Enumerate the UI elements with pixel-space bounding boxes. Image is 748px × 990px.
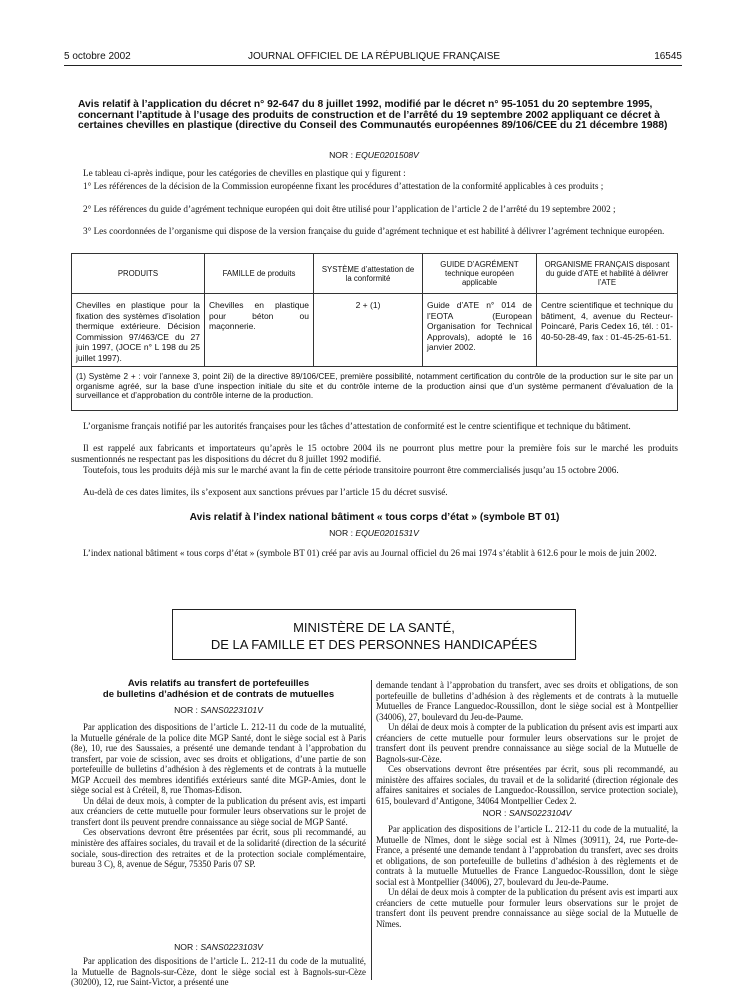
left-para-2: Un délai de deux mois, à compter de la publication du présent avis, est imparti aux créanciers de cette mutuelle pour formuler leurs observations sur le projet de transfert dont ils peuvent prendre connaissance au siège social de MGP Santé. xyxy=(71,795,366,827)
avis1-after-3: Toutefois, tous les produits déjà mis sur le marché avant la fin de cette période transitoire pourront être commercialisés jusqu’au 15 octobre 2006. xyxy=(83,465,619,475)
table-footnote: (1) Système 2 + : voir l’annexe 3, point 2ii) de la directive 89/106/CEE, première possibilité, notamment certification du contrôle de la production sur le site par un organisme agréé, sur la base d’une inspection initiale du site et du contrôle interne de la production ainsi que d’un système permanent d’évaluation de la surveillance et d’approbation du contrôle interne de la production. xyxy=(72,367,678,411)
avis3-nor-3-code: SANS0223104V xyxy=(508,808,572,818)
avis1-after-4: Au-delà de ces dates limites, ils s’exposent aux sanctions prévues par l’article 15 du décret susvisé. xyxy=(83,487,448,497)
right-column xyxy=(376,680,678,807)
avis2-nor-label: NOR : xyxy=(329,528,353,538)
right-para-2: Un délai de deux mois à compter de la publication du présent avis est imparti aux créanciers de cette mutuelle pour formuler leurs observations sur le projet de transfert dont ils peuvent prendre connaissance au siège social de la Mutuelle de Bagnols-sur-Cèze. xyxy=(376,722,678,764)
cell-guide: Guide d’ATE n° 014 de l’EOTA (European Organisation for Technical Approvals), adopté le 16 janvier 2002. xyxy=(423,294,537,367)
col-header-guide: GUIDE D’AGRÉMENT technique européen applicable xyxy=(423,254,537,294)
left-column xyxy=(71,722,366,870)
left-tail-para: Par application des dispositions de l’article L. 212-11 du code de la mutualité, la Mutuelle de Bagnols-sur-Cèze, dont le siège social est à Bagnols-sur-Cèze (30200), 12, rue Saint-Victor, a présenté une xyxy=(71,956,366,988)
col-header-organisme: ORGANISME FRANÇAIS disposant du guide d’ATE et habilité à délivrer l’ATE xyxy=(537,254,678,294)
header-rule xyxy=(64,65,682,66)
avis3-nor-2-label: NOR : xyxy=(174,942,198,952)
avis2-text xyxy=(71,548,678,559)
right-para-3: Ces observations devront être présentées par écrit, sous pli recommandé, au ministère des affaires sociales, du travail et de la solidarité (direction régionale des affaires sanitaires et sociales de Languedoc-Roussillon, service protection sociale), 615, boulevard d’Antigone, 34064 Montpellier Cedex 2. xyxy=(376,764,678,807)
avis1-after-1: L’organisme français notifié par les autorités françaises pour les tâches d’attestation de conformité est le centre scientifique et technique du bâtiment. xyxy=(83,421,631,431)
header-journal-title: JOURNAL OFFICIEL DE LA RÉPUBLIQUE FRANÇAISE xyxy=(247,51,501,62)
avis3-nor-2 xyxy=(71,942,366,952)
avis1-nor xyxy=(0,150,748,160)
avis1-table-header-row xyxy=(72,254,678,294)
right-column-2 xyxy=(376,824,678,929)
avis1-item-3: 3° Les coordonnées de l’organisme qui dispose de la version française du guide d’agrément technique et est habilité à délivrer l’agrément technique européen. xyxy=(83,226,665,236)
avis3-nor-1 xyxy=(71,705,366,715)
avis1-item-2: 2° Les références du guide d’agrément technique européen qui doit être utilisé pour l’application de l’article 2 de l’arrêté du 19 septembre 2002 ; xyxy=(83,204,616,214)
avis1-title: Avis relatif à l’application du décret n° 92-647 du 8 juillet 1992, modifié par le décret n° 95-1051 du 20 septembre 1995, concernant l’aptitude à l’usage des produits de construction et de l’arrêté du 19 septembre 2002 appliquant ce décret à certaines chevilles en plastique (directive du Conseil des Communautés européennes 89/106/CEE du 21 décembre 1988) xyxy=(78,99,668,132)
cell-produits: Chevilles en plastique pour la fixation des systèmes d’isolation thermique extérieure. Décision Commission 97/463/CE du 27 juin 1997, (JOCE n° L 198 du 25 juillet 1997). xyxy=(72,294,205,367)
cell-famille: Chevilles en plastique pour béton ou maçonnerie. xyxy=(205,294,314,367)
avis1-item-1: 1° Les références de la décision de la Commission européenne fixant les procédures d’attestation de la conformité applicables à ces produits ; xyxy=(83,181,604,191)
avis2-nor-code: EQUE0201531V xyxy=(355,528,419,538)
col-header-systeme: SYSTÈME d’attestation de la conformité xyxy=(314,254,423,294)
cell-systeme: 2 + (1) xyxy=(314,294,423,367)
avis3-nor-1-label: NOR : xyxy=(174,705,198,715)
avis1-table xyxy=(71,253,678,411)
ministry-line-2: DE LA FAMILLE ET DES PERSONNES HANDICAPÉES xyxy=(210,637,538,652)
avis3-title xyxy=(71,678,366,700)
table-row xyxy=(72,294,678,367)
avis2-nor xyxy=(0,528,748,538)
right-para-4: Par application des dispositions de l’article L. 212-11 du code de la mutualité, la Mutuelle de Nîmes, dont le siège social est à Nîmes (30911), 24, rue Porte-de-France, a présenté une demande tendant à l’approbation du transfert, avec ses droits et obligations, de son portefeuille de bulletins d’adhésion à des règlements et de contrats à la mutuelle Mutuelles de France Languedoc-Roussillon, dont le siège social est à Montpellier (34006), 27, boulevard du Jeu-de-Paume. xyxy=(376,824,678,887)
col-header-produits: PRODUITS xyxy=(72,254,205,294)
avis1-nor-label: NOR : xyxy=(329,150,353,160)
ministry-line-1: MINISTÈRE DE LA SANTÉ, xyxy=(293,620,455,635)
avis1-table-footnote-row xyxy=(72,367,678,411)
avis1-nor-code: EQUE0201508V xyxy=(355,150,419,160)
avis2-title: Avis relatif à l’index national bâtiment « tous corps d’état » (symbole BT 01) xyxy=(189,512,560,523)
avis3-nor-1-code: SANS0223101V xyxy=(200,705,263,715)
avis3-title-line-1: Avis relatifs au transfert de portefeuilles xyxy=(127,678,310,689)
header-date: 5 octobre 2002 xyxy=(64,51,131,62)
left-para-3: Ces observations devront être présentées par écrit, sous pli recommandé, au ministère des affaires sociales, du travail et de la solidarité (direction de la sécurité sociale, sous-direction des retraites et de la protection sociale complémentaire, bureau 3 C), 8, avenue de Ségur, 75350 Paris 07 SP. xyxy=(71,827,366,870)
header-page-number: 16545 xyxy=(654,51,682,62)
col-header-famille: FAMILLE de produits xyxy=(205,254,314,294)
avis1-after-2: Il est rappelé aux fabricants et importateurs qu’après le 15 octobre 2004 ils ne pourront plus mettre pour la première fois sur le marché les produits susmentionnés ne respectant pas les dispositions du décret du 8 juillet 1992 modifié. xyxy=(71,443,678,465)
avis1-intro: Le tableau ci-après indique, pour les catégories de chevilles en plastique qui y figurent : xyxy=(83,168,406,178)
avis2-text-body: L’index national bâtiment « tous corps d’état » (symbole BT 01) créé par avis au Journal officiel du 26 mai 1974 s’établit à 612.6 pour le mois de juin 2002. xyxy=(83,548,657,558)
cell-organisme: Centre scientifique et technique du bâtiment, 4, avenue du Recteur-Poincaré, Paris Cedex 16, tél. : 01-40-50-28-49, fax : 01-45-25-61-51. xyxy=(537,294,678,367)
right-para-5: Un délai de deux mois à compter de la publication du présent avis est imparti aux créanciers de cette mutuelle pour formuler leurs observations sur le projet de transfert dont ils peuvent prendre connaissance au siège social de la Mutuelle de Nîmes. xyxy=(376,887,678,929)
column-divider xyxy=(371,680,372,980)
left-column-tail xyxy=(71,956,366,988)
avis3-nor-3-label: NOR : xyxy=(482,808,507,818)
avis3-title-line-2: de bulletins d’adhésion et de contrats de mutuelles xyxy=(102,689,335,700)
ministry-box xyxy=(172,609,576,660)
avis3-nor-3 xyxy=(376,808,678,818)
right-para-1: demande tendant à l’approbation du transfert, avec ses droits et obligations, de son portefeuille de bulletins d’adhésion à des règlements et de contrats à la mutuelle Mutuelles de France Languedoc-Roussillon, dont le siège social est à Montpellier (34006), 27, boulevard du Jeu-de-Paume. xyxy=(376,680,678,722)
avis3-nor-2-code: SANS0223103V xyxy=(200,942,263,952)
left-para-1: Par application des dispositions de l’article L. 212-11 du code de la mutualité, la Mutuelle générale de la police dite MGP Santé, dont le siège social est à Paris (8e), 10, rue des Saussaies, a présenté une demande tendant à l’approbation du transfert, par voie de scission, avec ses droits et obligations, d’une partie de son portefeuille de bulletins d’adhésion à des règlements et de contrats à la mutuelle MGP Accueil des membres identifiés extérieurs santé dite MGP-Amies, dont le siège social est à Créteil, 8, rue Thomas-Edison. xyxy=(71,722,366,796)
